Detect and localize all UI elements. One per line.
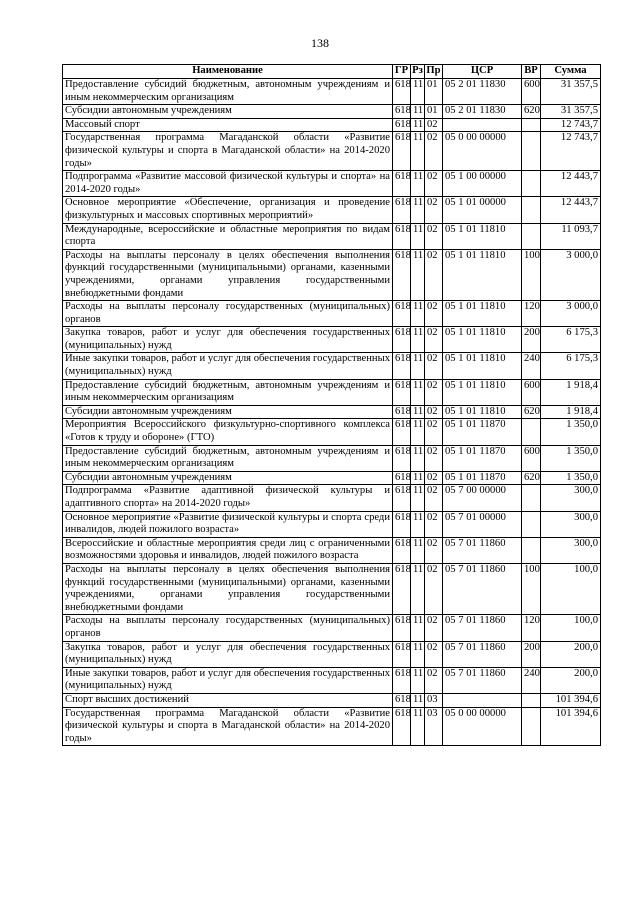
cell-csr: 05 1 01 11810 xyxy=(443,353,522,379)
cell-vr: 600 xyxy=(522,379,541,405)
cell-rz: 11 xyxy=(411,419,425,445)
cell-name: Международные, всероссийские и областные мероприятия по видам спорта xyxy=(63,223,393,249)
cell-csr xyxy=(443,693,522,707)
cell-vr: 600 xyxy=(522,445,541,471)
table-row xyxy=(63,132,601,171)
cell-vr: 240 xyxy=(522,353,541,379)
cell-csr: 05 7 01 11860 xyxy=(443,615,522,641)
cell-pr: 02 xyxy=(425,132,443,171)
table-row xyxy=(63,197,601,223)
cell-pr: 03 xyxy=(425,693,443,707)
cell-sum: 6 175,3 xyxy=(541,353,601,379)
column-header-gr: ГР xyxy=(393,65,411,79)
cell-gr: 618 xyxy=(393,132,411,171)
cell-name: Расходы на выплаты персоналу государственных (муниципальных) органов xyxy=(63,615,393,641)
cell-name: Предоставление субсидий бюджетным, автономным учреждениям и иным некоммерческим организациям xyxy=(63,379,393,405)
cell-vr xyxy=(522,223,541,249)
cell-gr: 618 xyxy=(393,327,411,353)
cell-rz: 11 xyxy=(411,79,425,105)
cell-gr: 618 xyxy=(393,249,411,300)
table-row xyxy=(63,223,601,249)
table-row xyxy=(63,471,601,485)
cell-csr: 05 7 00 00000 xyxy=(443,485,522,511)
cell-pr: 02 xyxy=(425,485,443,511)
cell-sum: 12 743,7 xyxy=(541,118,601,132)
cell-sum: 200,0 xyxy=(541,641,601,667)
cell-name: Государственная программа Магаданской области «Развитие физической культуры и спорта в Магаданской области» на 2014-2020 годы» xyxy=(63,132,393,171)
cell-pr: 02 xyxy=(425,118,443,132)
cell-sum: 100,0 xyxy=(541,615,601,641)
cell-csr: 05 0 00 00000 xyxy=(443,132,522,171)
cell-csr: 05 0 00 00000 xyxy=(443,707,522,746)
cell-gr: 618 xyxy=(393,105,411,119)
cell-rz: 11 xyxy=(411,511,425,537)
table-row xyxy=(63,667,601,693)
cell-gr: 618 xyxy=(393,379,411,405)
cell-vr xyxy=(522,693,541,707)
cell-name: Государственная программа Магаданской области «Развитие физической культуры и спорта в Магаданской области» на 2014-2020 годы» xyxy=(63,707,393,746)
cell-pr: 02 xyxy=(425,419,443,445)
cell-name: Расходы на выплаты персоналу государственных (муниципальных) органов xyxy=(63,301,393,327)
cell-sum: 300,0 xyxy=(541,485,601,511)
cell-pr: 02 xyxy=(425,301,443,327)
cell-pr: 02 xyxy=(425,563,443,614)
cell-csr: 05 1 01 00000 xyxy=(443,197,522,223)
cell-csr: 05 1 01 11870 xyxy=(443,445,522,471)
column-header-sum: Сумма xyxy=(541,65,601,79)
cell-vr xyxy=(522,171,541,197)
cell-pr: 02 xyxy=(425,537,443,563)
cell-gr: 618 xyxy=(393,641,411,667)
cell-pr: 02 xyxy=(425,471,443,485)
cell-name: Массовый спорт xyxy=(63,118,393,132)
table-row xyxy=(63,353,601,379)
column-header-pr: Пр xyxy=(425,65,443,79)
table-row xyxy=(63,327,601,353)
cell-rz: 11 xyxy=(411,301,425,327)
cell-rz: 11 xyxy=(411,353,425,379)
cell-sum: 3 000,0 xyxy=(541,301,601,327)
cell-rz: 11 xyxy=(411,641,425,667)
cell-name: Предоставление субсидий бюджетным, автономным учреждениям и иным некоммерческим организациям xyxy=(63,79,393,105)
cell-pr: 02 xyxy=(425,249,443,300)
cell-sum: 1 918,4 xyxy=(541,379,601,405)
cell-vr xyxy=(522,707,541,746)
table-row xyxy=(63,171,601,197)
table-header-row xyxy=(63,65,601,79)
cell-sum: 200,0 xyxy=(541,667,601,693)
column-header-csr: ЦСР xyxy=(443,65,522,79)
cell-sum: 31 357,5 xyxy=(541,105,601,119)
cell-pr: 02 xyxy=(425,405,443,419)
cell-rz: 11 xyxy=(411,105,425,119)
table-row xyxy=(63,105,601,119)
table-row xyxy=(63,419,601,445)
cell-csr: 05 2 01 11830 xyxy=(443,79,522,105)
cell-vr: 200 xyxy=(522,327,541,353)
cell-rz: 11 xyxy=(411,118,425,132)
table-row xyxy=(63,249,601,300)
cell-name: Расходы на выплаты персоналу в целях обеспечения выполнения функций государственными (муниципальными) органами, казенными учреждениями, органами управления государственными внебюджетными фондами xyxy=(63,563,393,614)
cell-rz: 11 xyxy=(411,485,425,511)
cell-vr: 200 xyxy=(522,641,541,667)
table-row xyxy=(63,693,601,707)
cell-name: Закупка товаров, работ и услуг для обеспечения государственных (муниципальных) нужд xyxy=(63,327,393,353)
cell-pr: 02 xyxy=(425,353,443,379)
cell-gr: 618 xyxy=(393,353,411,379)
table-row xyxy=(63,511,601,537)
cell-name: Субсидии автономным учреждениям xyxy=(63,471,393,485)
cell-pr: 02 xyxy=(425,667,443,693)
cell-name: Предоставление субсидий бюджетным, автономным учреждениям и иным некоммерческим организациям xyxy=(63,445,393,471)
table-body xyxy=(63,79,601,746)
cell-pr: 02 xyxy=(425,197,443,223)
table-row xyxy=(63,485,601,511)
table-row xyxy=(63,615,601,641)
cell-sum: 12 443,7 xyxy=(541,197,601,223)
cell-csr: 05 1 00 00000 xyxy=(443,171,522,197)
cell-rz: 11 xyxy=(411,249,425,300)
cell-pr: 02 xyxy=(425,327,443,353)
cell-rz: 11 xyxy=(411,405,425,419)
cell-sum: 1 350,0 xyxy=(541,445,601,471)
cell-pr: 02 xyxy=(425,445,443,471)
cell-name: Субсидии автономным учреждениям xyxy=(63,105,393,119)
cell-sum: 11 093,7 xyxy=(541,223,601,249)
cell-vr: 120 xyxy=(522,615,541,641)
column-header-vr: ВР xyxy=(522,65,541,79)
cell-gr: 618 xyxy=(393,197,411,223)
cell-gr: 618 xyxy=(393,419,411,445)
cell-vr: 100 xyxy=(522,563,541,614)
cell-vr: 100 xyxy=(522,249,541,300)
cell-gr: 618 xyxy=(393,563,411,614)
cell-gr: 618 xyxy=(393,79,411,105)
cell-gr: 618 xyxy=(393,223,411,249)
cell-sum: 3 000,0 xyxy=(541,249,601,300)
budget-table xyxy=(62,64,601,746)
cell-gr: 618 xyxy=(393,693,411,707)
table-row xyxy=(63,445,601,471)
cell-vr: 620 xyxy=(522,471,541,485)
cell-rz: 11 xyxy=(411,132,425,171)
page-number: 138 xyxy=(311,36,329,50)
cell-sum: 31 357,5 xyxy=(541,79,601,105)
table-row xyxy=(63,79,601,105)
cell-vr xyxy=(522,132,541,171)
column-header-name: Наименование xyxy=(63,65,393,79)
table-row xyxy=(63,707,601,746)
cell-sum: 1 350,0 xyxy=(541,471,601,485)
cell-csr: 05 1 01 11810 xyxy=(443,405,522,419)
cell-pr: 01 xyxy=(425,105,443,119)
cell-name: Мероприятия Всероссийского физкультурно-спортивного комплекса «Готов к труду и обороне» (ГТО) xyxy=(63,419,393,445)
cell-vr: 240 xyxy=(522,667,541,693)
cell-name: Подпрограмма «Развитие адаптивной физической культуры и адаптивного спорта» на 2014-2020 годы» xyxy=(63,485,393,511)
cell-sum: 300,0 xyxy=(541,537,601,563)
cell-gr: 618 xyxy=(393,667,411,693)
column-header-rz: Рз xyxy=(411,65,425,79)
cell-gr: 618 xyxy=(393,405,411,419)
cell-rz: 11 xyxy=(411,471,425,485)
cell-name: Субсидии автономным учреждениям xyxy=(63,405,393,419)
cell-vr xyxy=(522,511,541,537)
cell-rz: 11 xyxy=(411,445,425,471)
cell-gr: 618 xyxy=(393,445,411,471)
cell-csr xyxy=(443,118,522,132)
cell-csr: 05 7 01 11860 xyxy=(443,537,522,563)
cell-pr: 02 xyxy=(425,223,443,249)
cell-csr: 05 2 01 11830 xyxy=(443,105,522,119)
table-row xyxy=(63,118,601,132)
cell-gr: 618 xyxy=(393,485,411,511)
table-row xyxy=(63,563,601,614)
cell-csr: 05 1 01 11810 xyxy=(443,301,522,327)
cell-gr: 618 xyxy=(393,511,411,537)
cell-csr: 05 7 01 00000 xyxy=(443,511,522,537)
cell-sum: 6 175,3 xyxy=(541,327,601,353)
cell-vr: 620 xyxy=(522,405,541,419)
cell-csr: 05 1 01 11870 xyxy=(443,419,522,445)
cell-gr: 618 xyxy=(393,615,411,641)
cell-vr: 600 xyxy=(522,79,541,105)
cell-pr: 02 xyxy=(425,171,443,197)
cell-sum: 12 443,7 xyxy=(541,171,601,197)
cell-vr: 120 xyxy=(522,301,541,327)
cell-gr: 618 xyxy=(393,301,411,327)
cell-csr: 05 1 01 11870 xyxy=(443,471,522,485)
cell-name: Иные закупки товаров, работ и услуг для обеспечения государственных (муниципальных) нужд xyxy=(63,667,393,693)
table-row xyxy=(63,405,601,419)
cell-name: Основное мероприятие «Обеспечение, организация и проведение физкультурных и массовых спортивных мероприятий» xyxy=(63,197,393,223)
cell-pr: 02 xyxy=(425,615,443,641)
cell-csr: 05 1 01 11810 xyxy=(443,379,522,405)
cell-sum: 300,0 xyxy=(541,511,601,537)
cell-rz: 11 xyxy=(411,707,425,746)
cell-rz: 11 xyxy=(411,327,425,353)
cell-name: Основное мероприятие «Развитие физической культуры и спорта среди инвалидов, людей пожилого возраста» xyxy=(63,511,393,537)
cell-rz: 11 xyxy=(411,379,425,405)
cell-gr: 618 xyxy=(393,171,411,197)
cell-rz: 11 xyxy=(411,615,425,641)
cell-vr: 620 xyxy=(522,105,541,119)
cell-csr: 05 1 01 11810 xyxy=(443,327,522,353)
cell-vr xyxy=(522,419,541,445)
cell-sum: 101 394,6 xyxy=(541,693,601,707)
cell-rz: 11 xyxy=(411,563,425,614)
cell-rz: 11 xyxy=(411,693,425,707)
cell-rz: 11 xyxy=(411,537,425,563)
cell-vr xyxy=(522,537,541,563)
cell-csr: 05 7 01 11860 xyxy=(443,667,522,693)
cell-csr: 05 1 01 11810 xyxy=(443,249,522,300)
cell-pr: 02 xyxy=(425,379,443,405)
cell-gr: 618 xyxy=(393,537,411,563)
cell-vr xyxy=(522,197,541,223)
cell-name: Подпрограмма «Развитие массовой физической культуры и спорта» на 2014-2020 годы» xyxy=(63,171,393,197)
cell-csr: 05 1 01 11810 xyxy=(443,223,522,249)
table-row xyxy=(63,301,601,327)
cell-csr: 05 7 01 11860 xyxy=(443,563,522,614)
cell-vr xyxy=(522,485,541,511)
cell-sum: 1 350,0 xyxy=(541,419,601,445)
cell-sum: 101 394,6 xyxy=(541,707,601,746)
cell-pr: 01 xyxy=(425,79,443,105)
cell-name: Расходы на выплаты персоналу в целях обеспечения выполнения функций государственными (муниципальными) органами, казенными учреждениями, органами управления государственными внебюджетными фондами xyxy=(63,249,393,300)
cell-gr: 618 xyxy=(393,471,411,485)
cell-rz: 11 xyxy=(411,223,425,249)
table-row xyxy=(63,641,601,667)
cell-name: Иные закупки товаров, работ и услуг для обеспечения государственных (муниципальных) нужд xyxy=(63,353,393,379)
cell-gr: 618 xyxy=(393,707,411,746)
table-row xyxy=(63,379,601,405)
cell-pr: 02 xyxy=(425,511,443,537)
cell-name: Всероссийские и областные мероприятия среди лиц с ограниченными возможностями здоровья и инвалидов, людей пожилого возраста xyxy=(63,537,393,563)
cell-rz: 11 xyxy=(411,667,425,693)
cell-sum: 1 918,4 xyxy=(541,405,601,419)
cell-rz: 11 xyxy=(411,171,425,197)
cell-pr: 02 xyxy=(425,641,443,667)
cell-csr: 05 7 01 11860 xyxy=(443,641,522,667)
cell-name: Закупка товаров, работ и услуг для обеспечения государственных (муниципальных) нужд xyxy=(63,641,393,667)
table-row xyxy=(63,537,601,563)
cell-name: Спорт высших достижений xyxy=(63,693,393,707)
cell-pr: 03 xyxy=(425,707,443,746)
cell-vr xyxy=(522,118,541,132)
cell-sum: 12 743,7 xyxy=(541,132,601,171)
cell-gr: 618 xyxy=(393,118,411,132)
cell-rz: 11 xyxy=(411,197,425,223)
cell-sum: 100,0 xyxy=(541,563,601,614)
